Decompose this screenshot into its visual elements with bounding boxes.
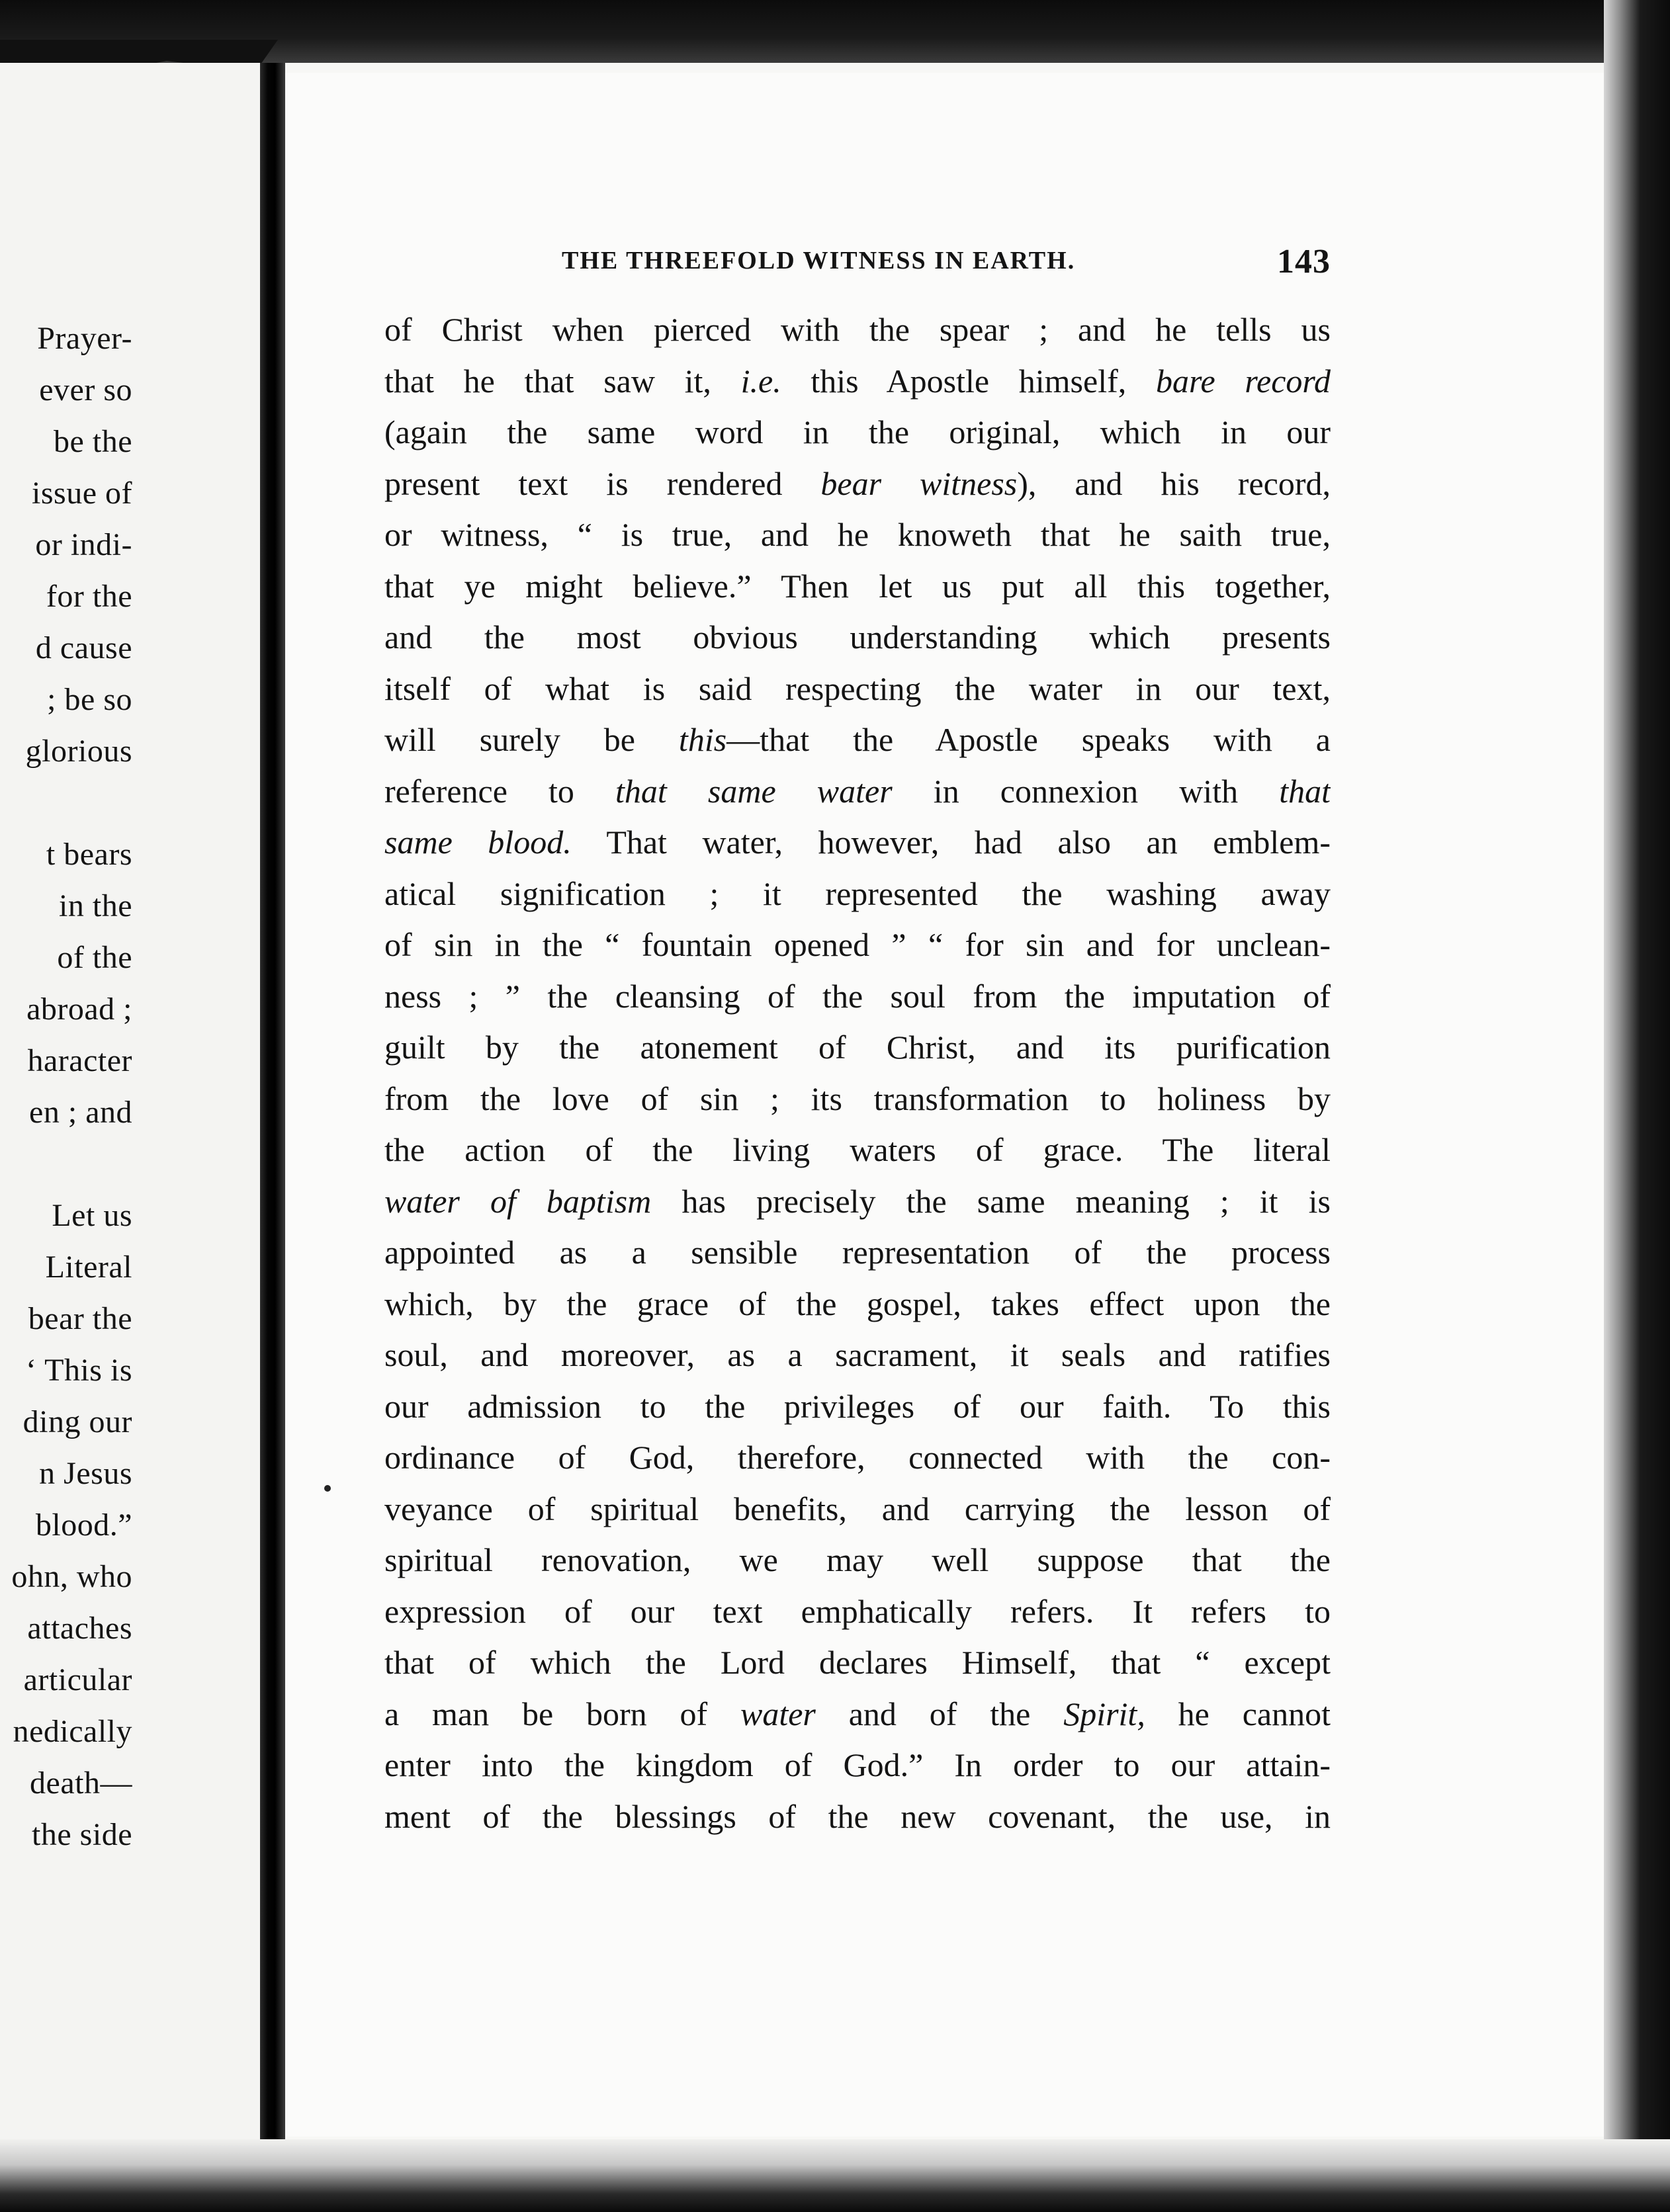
italic-phrase: this bbox=[678, 721, 727, 758]
previous-page-fragment bbox=[0, 63, 261, 2147]
previous-page-line: for the bbox=[46, 579, 132, 614]
previous-page-line: ever so bbox=[39, 372, 132, 407]
text-line bbox=[384, 509, 1331, 561]
text-line bbox=[384, 714, 1331, 766]
text-run: ), and his record, bbox=[1017, 464, 1331, 502]
running-head bbox=[384, 242, 1331, 288]
text-run: will surely be bbox=[384, 721, 679, 758]
text-run: That water, however, had also an emblem- bbox=[571, 824, 1331, 861]
text-line bbox=[384, 869, 1331, 920]
previous-page-line: en ; and bbox=[29, 1095, 132, 1130]
text-line bbox=[384, 766, 1331, 818]
previous-page-line: Let us bbox=[52, 1198, 132, 1233]
previous-page-line: t bears bbox=[46, 837, 132, 872]
text-line bbox=[384, 1330, 1331, 1381]
previous-page-line: of the bbox=[57, 940, 132, 975]
previous-page-line: ding our bbox=[22, 1404, 132, 1439]
text-run: in connexion with bbox=[892, 772, 1280, 810]
previous-page-line: death— bbox=[30, 1765, 132, 1801]
text-line bbox=[384, 458, 1331, 510]
text-line bbox=[384, 1074, 1331, 1125]
text-run: (again the same word in the original, which in our bbox=[384, 413, 1331, 450]
page-number: 143 bbox=[1277, 243, 1331, 280]
italic-phrase: bear witness bbox=[820, 464, 1018, 502]
text-run: that he that saw it, bbox=[384, 362, 741, 400]
text-run: and the most obvious understanding which presents bbox=[384, 618, 1331, 656]
text-run: spiritual renovation, we may well suppose that the bbox=[384, 1541, 1331, 1578]
text-run: the action of the living waters of grace. The literal bbox=[384, 1131, 1331, 1168]
italic-phrase: water bbox=[740, 1695, 816, 1732]
paragraph-gap bbox=[0, 1138, 132, 1190]
previous-page-line: haracter bbox=[27, 1043, 132, 1078]
text-run: that of which the Lord declares Himself, that “ except bbox=[384, 1644, 1331, 1681]
scan-border-bottom bbox=[0, 2139, 1670, 2212]
text-line bbox=[384, 1586, 1331, 1638]
text-run: ordinance of God, therefore, connected with the con- bbox=[384, 1439, 1331, 1476]
text-line bbox=[384, 407, 1331, 458]
italic-phrase: that bbox=[1279, 772, 1331, 810]
text-line bbox=[384, 1381, 1331, 1433]
text-line bbox=[384, 304, 1331, 356]
previous-page-line: ‘ This is bbox=[26, 1353, 132, 1388]
text-run: of sin in the “ fountain opened ” “ for sin and for unclean- bbox=[384, 926, 1331, 963]
text-run: has precisely the same meaning ; it is bbox=[651, 1182, 1331, 1220]
text-line bbox=[384, 1535, 1331, 1586]
text-run: ness ; ” the cleansing of the soul from the imputation of bbox=[384, 977, 1331, 1015]
previous-page-line: ohn, who bbox=[11, 1559, 132, 1594]
text-line bbox=[384, 1791, 1331, 1843]
text-run: this Apostle himself, bbox=[781, 362, 1156, 400]
text-line bbox=[384, 817, 1331, 869]
previous-page-line: the side bbox=[32, 1817, 132, 1852]
italic-phrase: that same water bbox=[615, 772, 893, 810]
text-line bbox=[384, 971, 1331, 1023]
previous-page-line: attaches bbox=[27, 1611, 132, 1646]
text-line bbox=[384, 1022, 1331, 1074]
previous-page-line: bear the bbox=[28, 1301, 132, 1336]
italic-phrase: water of baptism bbox=[384, 1182, 652, 1220]
italic-phrase: i.e. bbox=[740, 362, 781, 400]
previous-page-line: issue of bbox=[32, 476, 132, 511]
text-line bbox=[384, 1637, 1331, 1689]
previous-page-line: Literal bbox=[45, 1250, 132, 1285]
text-line bbox=[384, 919, 1331, 971]
scan-border-right bbox=[1604, 0, 1670, 2212]
previous-page-line: articular bbox=[23, 1662, 132, 1697]
text-run: ment of the blessings of the new covenant, the use, in bbox=[384, 1797, 1331, 1835]
text-run: of Christ when pierced with the spear ; and he tells us bbox=[384, 311, 1331, 348]
text-line bbox=[384, 1740, 1331, 1791]
text-run: which, by the grace of the gospel, takes effect upon the bbox=[384, 1285, 1331, 1322]
previous-page-line: blood.” bbox=[35, 1508, 132, 1543]
text-run: present text is rendered bbox=[384, 464, 821, 502]
previous-page-line: nedically bbox=[13, 1714, 132, 1749]
text-run: guilt by the atonement of Christ, and its purification bbox=[384, 1029, 1331, 1066]
text-line bbox=[384, 1432, 1331, 1484]
previous-page-line: Prayer- bbox=[37, 321, 132, 356]
text-line bbox=[384, 1484, 1331, 1535]
text-run: or witness, “ is true, and he knoweth that he saith true, bbox=[384, 516, 1331, 553]
text-run: appointed as a sensible representation of the process bbox=[384, 1234, 1331, 1271]
running-head-title: THE THREEFOLD WITNESS IN EARTH. bbox=[562, 247, 1076, 275]
previous-page-text bbox=[0, 313, 132, 1861]
text-run: veyance of spiritual benefits, and carrying the lesson of bbox=[384, 1490, 1331, 1527]
italic-phrase: Spirit, bbox=[1063, 1695, 1145, 1732]
text-line bbox=[384, 561, 1331, 613]
text-line bbox=[384, 1176, 1331, 1228]
text-line bbox=[384, 1689, 1331, 1740]
previous-page-line: glorious bbox=[25, 734, 132, 769]
text-run: he cannot bbox=[1145, 1695, 1331, 1732]
text-line bbox=[384, 663, 1331, 715]
text-line bbox=[384, 356, 1331, 407]
text-run: and of the bbox=[815, 1695, 1064, 1732]
text-run: reference to bbox=[384, 772, 616, 810]
text-line bbox=[384, 1279, 1331, 1330]
previous-page-line: n Jesus bbox=[39, 1456, 132, 1491]
text-run: —that the Apostle speaks with a bbox=[726, 721, 1331, 758]
text-line bbox=[384, 612, 1331, 663]
text-run: our admission to the privileges of our faith. To this bbox=[384, 1387, 1331, 1425]
italic-phrase: same blood. bbox=[384, 824, 572, 861]
text-run: itself of what is said respecting the water in our text, bbox=[384, 669, 1331, 707]
text-run: a man be born of bbox=[384, 1695, 740, 1732]
previous-page-line: ; be so bbox=[47, 682, 132, 717]
text-run: from the love of sin ; its transformation to holiness by bbox=[384, 1080, 1331, 1117]
scan-speck bbox=[324, 1485, 331, 1492]
previous-page-line: abroad ; bbox=[26, 992, 132, 1027]
book-gutter bbox=[260, 63, 285, 2147]
text-line bbox=[384, 1227, 1331, 1279]
text-run: that ye might believe.” Then let us put all this together, bbox=[384, 567, 1331, 605]
previous-page-line: d cause bbox=[35, 630, 132, 665]
previous-page-line: or indi- bbox=[35, 527, 132, 562]
previous-page-line: in the bbox=[59, 888, 132, 923]
previous-page-line: be the bbox=[54, 424, 132, 459]
text-run: enter into the kingdom of God.” In order to our attain- bbox=[384, 1746, 1331, 1783]
text-line bbox=[384, 1125, 1331, 1176]
text-run: soul, and moreover, as a sacrament, it seals and ratifies bbox=[384, 1336, 1331, 1373]
text-run: atical signification ; it represented the washing away bbox=[384, 874, 1331, 912]
body-text bbox=[384, 304, 1331, 1842]
paragraph-gap bbox=[0, 777, 132, 829]
italic-phrase: bare record bbox=[1155, 362, 1331, 400]
text-run: expression of our text emphatically refers. It refers to bbox=[384, 1592, 1331, 1630]
page-143 bbox=[285, 73, 1604, 2137]
